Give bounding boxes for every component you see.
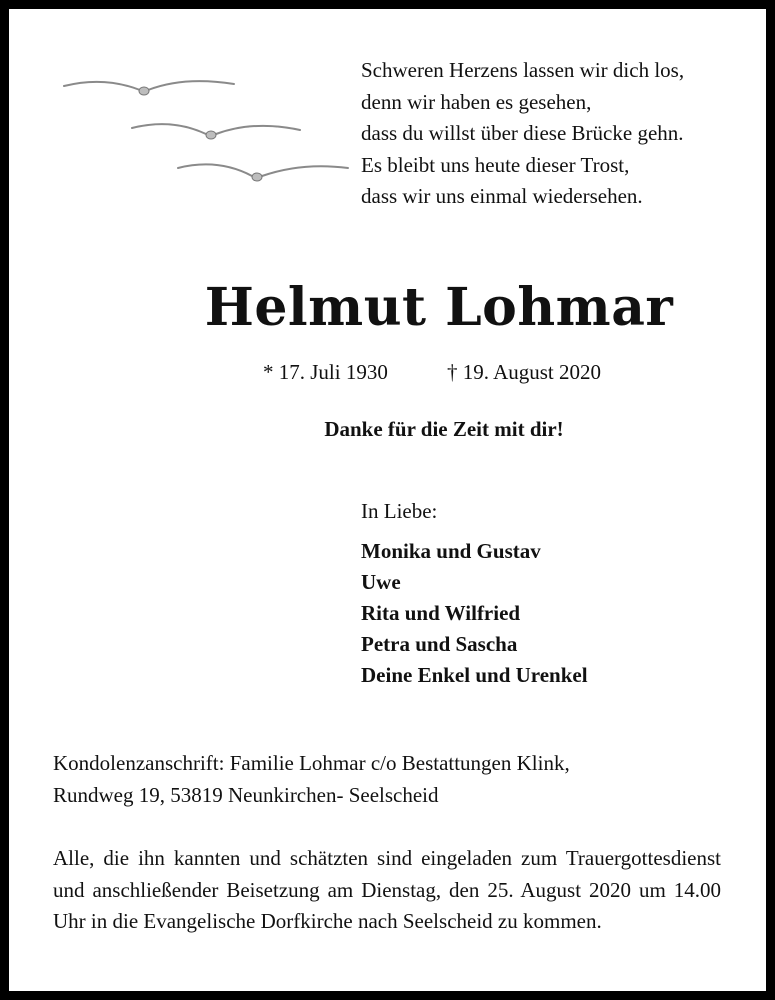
mourner-name: Rita und Wilfried [361, 601, 521, 625]
poem-line: dass du willst über diese Brücke gehn. [361, 121, 684, 145]
mourner-name: Uwe [361, 570, 401, 594]
mourner-name: Deine Enkel und Urenkel [361, 663, 588, 687]
mourner-name: Petra und Sascha [361, 632, 518, 656]
poem-line: Schweren Herzens lassen wir dich los, [361, 58, 685, 82]
poem-line: denn wir haben es gesehen, [361, 89, 592, 114]
address-line: Rundweg 19, 53819 Neunkirchen- Seelscheid [53, 782, 439, 807]
flying-bird-icon [178, 164, 348, 181]
mourners-list [361, 536, 588, 691]
flying-bird-icon [64, 81, 234, 95]
poem-line: Es bleibt uns heute dieser Trost, [361, 152, 630, 177]
flying-bird-icon [132, 124, 300, 139]
poem-line: dass wir uns einmal wiedersehen. [361, 184, 643, 208]
birds-illustration [54, 64, 354, 194]
birth-date: * 17. Juli 1930 [263, 360, 388, 384]
funeral-invitation: Alle, die ihn kannten und schätzten sind eingeladen zum Trauergottesdienst und anschließender Beisetzung am Dienstag, den 25. August 2020 um 14.00 Uhr in die Evangelische Dorfkirche nach Seelscheid zu kommen. [53, 846, 721, 933]
thanks-line: Danke für die Zeit mit dir! [324, 417, 564, 441]
mourner-name: Monika und Gustav [361, 539, 541, 563]
death-date: † 19. August 2020 [447, 360, 602, 384]
poem [361, 55, 761, 213]
deceased-name: Helmut Lohmar [204, 277, 674, 338]
address-line: Kondolenzanschrift: Familie Lohmar c/o Bestattungen Klink, [53, 751, 570, 775]
mourners-intro: In Liebe: [361, 499, 438, 523]
condolence-address [53, 748, 733, 811]
